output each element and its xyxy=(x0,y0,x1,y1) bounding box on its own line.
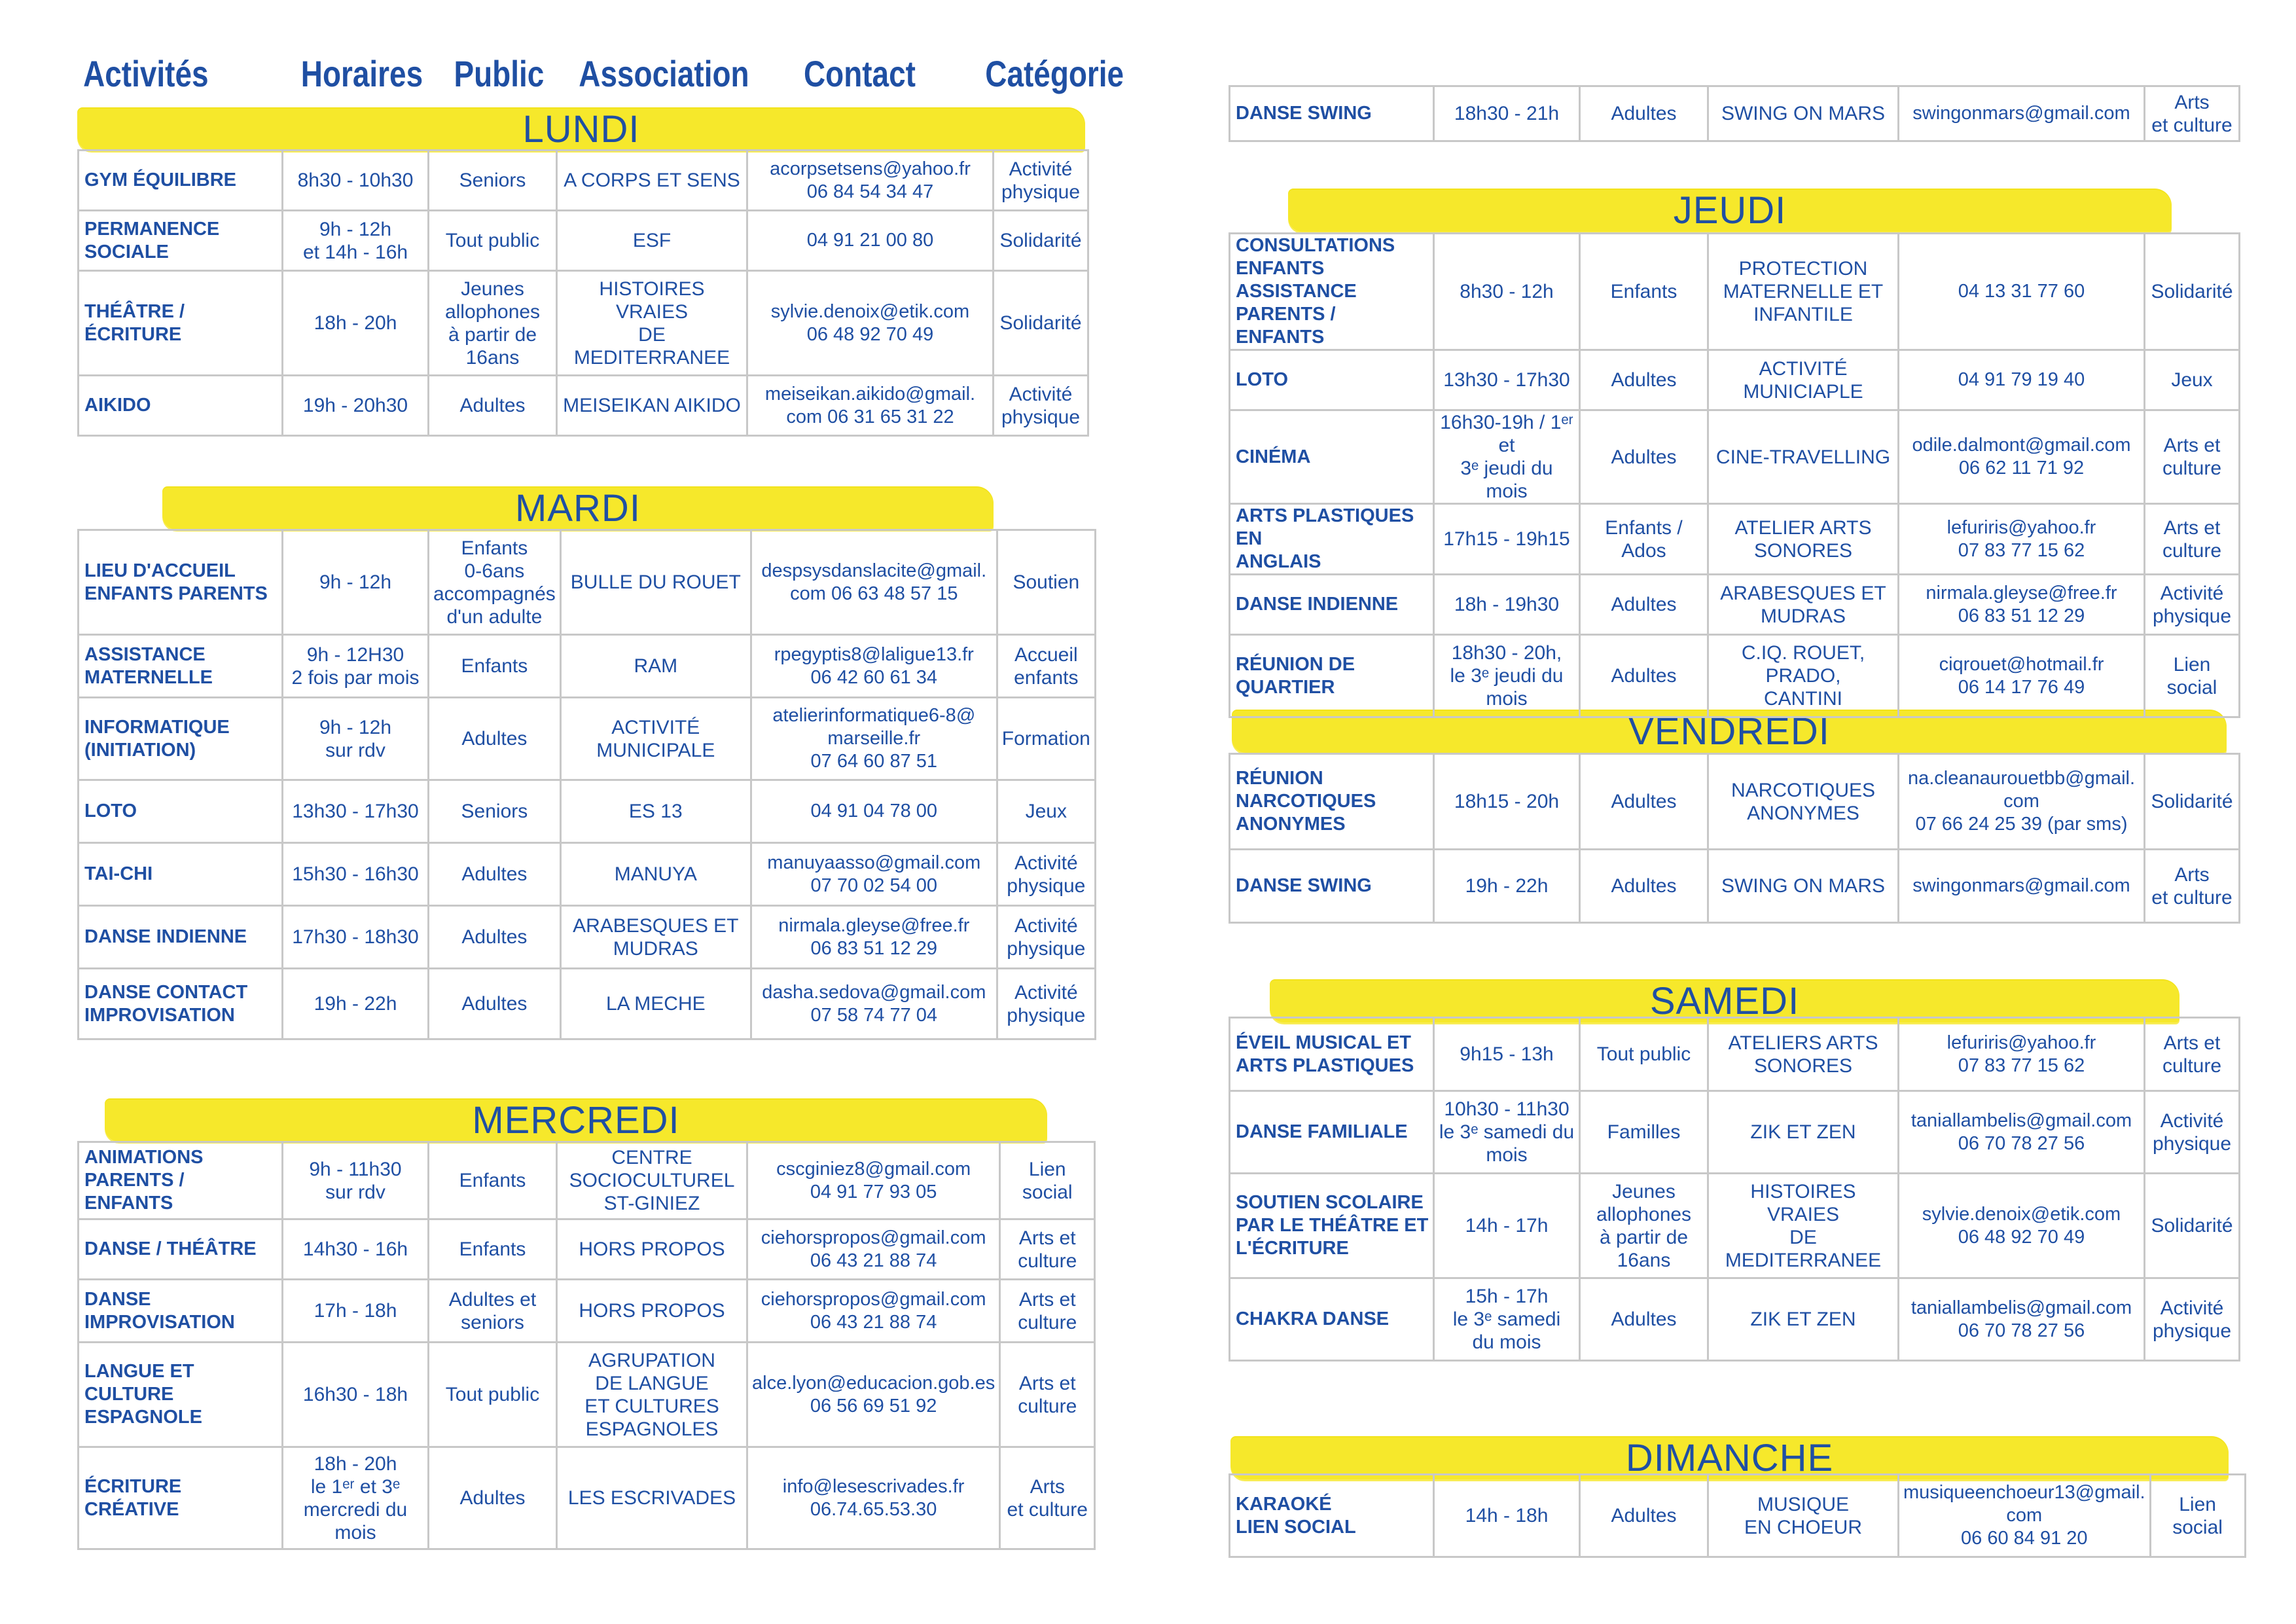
public-cell: Adultes xyxy=(429,698,561,780)
hours-cell: 13h30 - 17h30 xyxy=(1434,350,1580,410)
header-contact: Contact xyxy=(804,53,916,94)
table-row xyxy=(79,271,1088,376)
hours-cell: 9h - 12h xyxy=(283,530,429,635)
activity-cell: TAI-CHI xyxy=(79,843,283,906)
association-cell: LA MECHE xyxy=(560,969,751,1039)
table-row xyxy=(1230,575,2240,635)
activity-cell: ARTS PLASTIQUES EN ANGLAIS xyxy=(1230,504,1434,575)
hours-cell: 9h - 12H30 2 fois par mois xyxy=(283,635,429,698)
activity-cell: INFORMATIQUE (INITIATION) xyxy=(79,698,283,780)
association-cell: HORS PROPOS xyxy=(557,1280,747,1343)
hours-cell: 18h30 - 21h xyxy=(1434,86,1580,141)
day-title-mercredi: MERCREDI xyxy=(472,1099,680,1142)
association-cell: ACTIVITÉ MUNICIAPLE xyxy=(1708,350,1899,410)
public-cell: Adultes xyxy=(429,376,557,436)
hours-cell: 18h15 - 20h xyxy=(1434,754,1580,850)
hours-cell: 14h - 17h xyxy=(1434,1174,1580,1278)
activity-cell: DANSE SWING xyxy=(1230,86,1434,141)
table-row xyxy=(1230,234,2240,350)
activity-cell: CONSULTATIONS ENFANTS ASSISTANCE PARENTS / ENFANTS xyxy=(1230,234,1434,350)
table-lundi xyxy=(77,149,1089,437)
association-cell: BULLE DU ROUET xyxy=(560,530,751,635)
public-cell: Adultes xyxy=(429,1447,557,1549)
activity-cell: GYM ÉQUILIBRE xyxy=(79,151,283,211)
hours-cell: 14h - 18h xyxy=(1434,1475,1580,1557)
contact-cell: taniallambelis@gmail.com 06 70 78 27 56 xyxy=(1899,1091,2145,1174)
public-cell: Enfants xyxy=(429,1142,557,1219)
association-cell: CENTRE SOCIOCULTUREL ST-GINIEZ xyxy=(557,1142,747,1219)
category-cell: Solidarité xyxy=(2145,754,2240,850)
category-cell: Arts et culture xyxy=(1000,1343,1095,1447)
association-cell: ARABESQUES ET MUDRAS xyxy=(1708,575,1899,635)
association-cell: C.IQ. ROUET, PRADO, CANTINI xyxy=(1708,635,1899,717)
hours-cell: 9h - 11h30 sur rdv xyxy=(283,1142,429,1219)
public-cell: Adultes xyxy=(429,969,561,1039)
table-row xyxy=(79,151,1088,211)
hours-cell: 8h30 - 10h30 xyxy=(283,151,429,211)
contact-cell: 04 91 04 78 00 xyxy=(751,780,997,843)
category-cell: Activité physique xyxy=(2145,1278,2240,1361)
table-row xyxy=(79,1447,1095,1549)
category-cell: Solidarité xyxy=(994,211,1088,271)
association-cell: PROTECTION MATERNELLE ET INFANTILE xyxy=(1708,234,1899,350)
table-row xyxy=(79,843,1096,906)
public-cell: Adultes xyxy=(1580,575,1708,635)
category-cell: Formation xyxy=(997,698,1095,780)
table-row xyxy=(1230,410,2240,504)
public-cell: Enfants 0-6ans accompagnés d'un adulte xyxy=(429,530,561,635)
hours-cell: 13h30 - 17h30 xyxy=(283,780,429,843)
category-cell: Activité physique xyxy=(997,843,1095,906)
contact-cell: info@lesescrivades.fr 06.74.65.53.30 xyxy=(747,1447,1000,1549)
table-row xyxy=(1230,86,2240,141)
day-title-mardi: MARDI xyxy=(515,487,641,530)
public-cell: Adultes xyxy=(1580,635,1708,717)
contact-cell: 04 13 31 77 60 xyxy=(1899,234,2145,350)
contact-cell: despsysdanslacite@gmail. com 06 63 48 57 15 xyxy=(751,530,997,635)
contact-cell: sylvie.denoix@etik.com 06 48 92 70 49 xyxy=(1899,1174,2145,1278)
contact-cell: taniallambelis@gmail.com 06 70 78 27 56 xyxy=(1899,1278,2145,1361)
category-cell: Lien social xyxy=(2150,1475,2245,1557)
activity-cell: ÉCRITURE CRÉATIVE xyxy=(79,1447,283,1549)
activity-cell: ÉVEIL MUSICAL ET ARTS PLASTIQUES xyxy=(1230,1018,1434,1091)
association-cell: ESF xyxy=(557,211,747,271)
table-row xyxy=(1230,1278,2240,1361)
public-cell: Enfants xyxy=(1580,234,1708,350)
table-mercredi xyxy=(77,1141,1096,1550)
public-cell: Adultes xyxy=(1580,86,1708,141)
activity-cell: DANSE FAMILIALE xyxy=(1230,1091,1434,1174)
hours-cell: 17h - 18h xyxy=(283,1280,429,1343)
activity-cell: CINÉMA xyxy=(1230,410,1434,504)
public-cell: Tout public xyxy=(1580,1018,1708,1091)
contact-cell: atelierinformatique6-8@ marseille.fr 07 64 60 87 51 xyxy=(751,698,997,780)
hours-cell: 16h30-19h / 1ᵉʳ et 3ᵉ jeudi du mois xyxy=(1434,410,1580,504)
category-cell: Arts et culture xyxy=(2145,1018,2240,1091)
hours-cell: 9h15 - 13h xyxy=(1434,1018,1580,1091)
hours-cell: 19h - 22h xyxy=(283,969,429,1039)
day-title-dimanche: DIMANCHE xyxy=(1625,1437,1834,1479)
association-cell: ZIK ET ZEN xyxy=(1708,1091,1899,1174)
hours-cell: 19h - 22h xyxy=(1434,850,1580,923)
association-cell: ATELIERS ARTS SONORES xyxy=(1708,1018,1899,1091)
table-row xyxy=(1230,350,2240,410)
category-cell: Jeux xyxy=(2145,350,2240,410)
association-cell: A CORPS ET SENS xyxy=(557,151,747,211)
hours-cell: 9h - 12h et 14h - 16h xyxy=(283,211,429,271)
activity-cell: PERMANENCE SOCIALE xyxy=(79,211,283,271)
table-row xyxy=(1230,504,2240,575)
category-cell: Arts et culture xyxy=(2145,86,2240,141)
public-cell: Jeunes allophones à partir de 16ans xyxy=(429,271,557,376)
contact-cell: ciqrouet@hotmail.fr 06 14 17 76 49 xyxy=(1899,635,2145,717)
activity-cell: DANSE IMPROVISATION xyxy=(79,1280,283,1343)
association-cell: NARCOTIQUES ANONYMES xyxy=(1708,754,1899,850)
contact-cell: ciehorspropos@gmail.com 06 43 21 88 74 xyxy=(747,1280,1000,1343)
table-row xyxy=(1230,1018,2240,1091)
hours-cell: 15h - 17h le 3ᵉ samedi du mois xyxy=(1434,1278,1580,1361)
table-row xyxy=(1230,754,2240,850)
category-cell: Activité physique xyxy=(997,906,1095,969)
contact-cell: swingonmars@gmail.com xyxy=(1899,86,2145,141)
table-row xyxy=(79,1343,1095,1447)
hours-cell: 8h30 - 12h xyxy=(1434,234,1580,350)
table-dimanche xyxy=(1229,1473,2246,1558)
contact-cell: rpegyptis8@laligue13.fr 06 42 60 61 34 xyxy=(751,635,997,698)
contact-cell: cscginiez8@gmail.com 04 91 77 93 05 xyxy=(747,1142,1000,1219)
category-cell: Solidarité xyxy=(994,271,1088,376)
table-row xyxy=(79,530,1096,635)
category-cell: Solidarité xyxy=(2145,234,2240,350)
contact-cell: nirmala.gleyse@free.fr 06 83 51 12 29 xyxy=(1899,575,2145,635)
activity-cell: LOTO xyxy=(79,780,283,843)
public-cell: Tout public xyxy=(429,1343,557,1447)
hours-cell: 18h - 20h xyxy=(283,271,429,376)
category-cell: Accueil enfants xyxy=(997,635,1095,698)
category-cell: Arts et culture xyxy=(1000,1280,1095,1343)
category-cell: Activité physique xyxy=(994,376,1088,436)
association-cell: ZIK ET ZEN xyxy=(1708,1278,1899,1361)
hours-cell: 18h30 - 20h, le 3ᵉ jeudi du mois xyxy=(1434,635,1580,717)
public-cell: Tout public xyxy=(429,211,557,271)
activity-cell: LOTO xyxy=(1230,350,1434,410)
table-samedi xyxy=(1229,1017,2240,1362)
hours-cell: 18h - 20h le 1ᵉʳ et 3ᵉ mercredi du mois xyxy=(283,1447,429,1549)
category-cell: Arts et culture xyxy=(1000,1447,1095,1549)
public-cell: Adultes xyxy=(1580,350,1708,410)
hours-cell: 17h15 - 19h15 xyxy=(1434,504,1580,575)
public-cell: Enfants xyxy=(429,1219,557,1280)
activity-cell: THÉÂTRE / ÉCRITURE xyxy=(79,271,283,376)
table-row xyxy=(79,780,1096,843)
header-categorie: Catégorie xyxy=(985,53,1124,94)
header-horaires: Horaires xyxy=(300,53,423,94)
hours-cell: 18h - 19h30 xyxy=(1434,575,1580,635)
table-row xyxy=(79,698,1096,780)
table-vendredi xyxy=(1229,753,2240,924)
association-cell: SWING ON MARS xyxy=(1708,850,1899,923)
table-row xyxy=(1230,1091,2240,1174)
hours-cell: 16h30 - 18h xyxy=(283,1343,429,1447)
category-cell: Arts et culture xyxy=(2145,504,2240,575)
table-row xyxy=(79,906,1096,969)
hours-cell: 9h - 12h sur rdv xyxy=(283,698,429,780)
public-cell: Adultes xyxy=(1580,1475,1708,1557)
public-cell: Adultes xyxy=(1580,410,1708,504)
association-cell: HISTOIRES VRAIES DE MEDITERRANEE xyxy=(557,271,747,376)
table-mardi xyxy=(77,529,1096,1040)
activity-cell: ANIMATIONS PARENTS / ENFANTS xyxy=(79,1142,283,1219)
association-cell: SWING ON MARS xyxy=(1708,86,1899,141)
activity-cell: LANGUE ET CULTURE ESPAGNOLE xyxy=(79,1343,283,1447)
association-cell: ES 13 xyxy=(560,780,751,843)
association-cell: HORS PROPOS xyxy=(557,1219,747,1280)
category-cell: Soutien xyxy=(997,530,1095,635)
hours-cell: 19h - 20h30 xyxy=(283,376,429,436)
activity-cell: ASSISTANCE MATERNELLE xyxy=(79,635,283,698)
association-cell: HISTOIRES VRAIES DE MEDITERRANEE xyxy=(1708,1174,1899,1278)
table-row xyxy=(79,1280,1095,1343)
day-title-vendredi: VENDREDI xyxy=(1628,710,1830,753)
contact-cell: 04 91 79 19 40 xyxy=(1899,350,2145,410)
activity-cell: AIKIDO xyxy=(79,376,283,436)
activity-cell: DANSE INDIENNE xyxy=(1230,575,1434,635)
activity-cell: RÉUNION DE QUARTIER xyxy=(1230,635,1434,717)
header-public: Public xyxy=(454,53,545,94)
contact-cell: lefuriris@yahoo.fr 07 83 77 15 62 xyxy=(1899,1018,2145,1091)
activity-cell: DANSE / THÉÂTRE xyxy=(79,1219,283,1280)
category-cell: Activité physique xyxy=(997,969,1095,1039)
activity-cell: CHAKRA DANSE xyxy=(1230,1278,1434,1361)
contact-cell: sylvie.denoix@etik.com 06 48 92 70 49 xyxy=(747,271,994,376)
hours-cell: 17h30 - 18h30 xyxy=(283,906,429,969)
header-activites: Activités xyxy=(83,53,209,94)
contact-cell: acorpsetsens@yahoo.fr 06 84 54 34 47 xyxy=(747,151,994,211)
contact-cell: lefuriris@yahoo.fr 07 83 77 15 62 xyxy=(1899,504,2145,575)
day-title-samedi: SAMEDI xyxy=(1649,980,1800,1022)
public-cell: Adultes xyxy=(1580,1278,1708,1361)
contact-cell: manuyaasso@gmail.com 07 70 02 54 00 xyxy=(751,843,997,906)
public-cell: Adultes xyxy=(429,906,561,969)
contact-cell: alce.lyon@educacion.gob.es 06 56 69 51 92 xyxy=(747,1343,1000,1447)
day-title-jeudi: JEUDI xyxy=(1673,189,1787,232)
category-cell: Lien social xyxy=(1000,1142,1095,1219)
public-cell: Familles xyxy=(1580,1091,1708,1174)
table-jeudi xyxy=(1229,232,2240,718)
hours-cell: 15h30 - 16h30 xyxy=(283,843,429,906)
contact-cell: swingonmars@gmail.com xyxy=(1899,850,2145,923)
category-cell: Lien social xyxy=(2145,635,2240,717)
table-row xyxy=(79,1219,1095,1280)
association-cell: ATELIER ARTS SONORES xyxy=(1708,504,1899,575)
header-association: Association xyxy=(579,53,749,94)
category-cell: Arts et culture xyxy=(2145,850,2240,923)
public-cell: Adultes xyxy=(1580,850,1708,923)
association-cell: MANUYA xyxy=(560,843,751,906)
category-cell: Activité physique xyxy=(2145,575,2240,635)
association-cell: AGRUPATION DE LANGUE ET CULTURES ESPAGNOLES xyxy=(557,1343,747,1447)
contact-cell: odile.dalmont@gmail.com 06 62 11 71 92 xyxy=(1899,410,2145,504)
public-cell: Enfants xyxy=(429,635,561,698)
contact-cell: musiqueenchoeur13@gmail. com 06 60 84 91 20 xyxy=(1899,1475,2151,1557)
activity-cell: LIEU D'ACCUEIL ENFANTS PARENTS xyxy=(79,530,283,635)
table-row xyxy=(79,969,1096,1039)
category-cell: Arts et culture xyxy=(1000,1219,1095,1280)
association-cell: CINE-TRAVELLING xyxy=(1708,410,1899,504)
table-mercredi-suite xyxy=(1229,85,2240,142)
category-cell: Solidarité xyxy=(2145,1174,2240,1278)
contact-cell: na.cleanaurouetbb@gmail. com 07 66 24 25 39 (par sms) xyxy=(1899,754,2145,850)
contact-cell: dasha.sedova@gmail.com 07 58 74 77 04 xyxy=(751,969,997,1039)
activity-cell: SOUTIEN SCOLAIRE PAR LE THÉÂTRE ET L'ÉCRITURE xyxy=(1230,1174,1434,1278)
category-cell: Activité physique xyxy=(2145,1091,2240,1174)
table-row xyxy=(79,635,1096,698)
category-cell: Jeux xyxy=(997,780,1095,843)
activity-cell: DANSE INDIENNE xyxy=(79,906,283,969)
activity-cell: RÉUNION NARCOTIQUES ANONYMES xyxy=(1230,754,1434,850)
association-cell: ACTIVITÉ MUNICIPALE xyxy=(560,698,751,780)
public-cell: Enfants / Ados xyxy=(1580,504,1708,575)
hours-cell: 14h30 - 16h xyxy=(283,1219,429,1280)
public-cell: Adultes et seniors xyxy=(429,1280,557,1343)
activity-cell: DANSE SWING xyxy=(1230,850,1434,923)
activity-cell: KARAOKÉ LIEN SOCIAL xyxy=(1230,1475,1434,1557)
table-row xyxy=(1230,1475,2246,1557)
table-row xyxy=(1230,1174,2240,1278)
table-row xyxy=(1230,850,2240,923)
category-cell: Activité physique xyxy=(994,151,1088,211)
day-title-lundi: LUNDI xyxy=(522,108,640,151)
association-cell: MEISEIKAN AIKIDO xyxy=(557,376,747,436)
public-cell: Seniors xyxy=(429,780,561,843)
table-row xyxy=(79,1142,1095,1219)
public-cell: Adultes xyxy=(1580,754,1708,850)
public-cell: Seniors xyxy=(429,151,557,211)
hours-cell: 10h30 - 11h30 le 3ᵉ samedi du mois xyxy=(1434,1091,1580,1174)
category-cell: Arts et culture xyxy=(2145,410,2240,504)
association-cell: MUSIQUE EN CHOEUR xyxy=(1708,1475,1899,1557)
contact-cell: 04 91 21 00 80 xyxy=(747,211,994,271)
contact-cell: ciehorspropos@gmail.com 06 43 21 88 74 xyxy=(747,1219,1000,1280)
table-row xyxy=(79,211,1088,271)
table-row xyxy=(1230,635,2240,717)
public-cell: Adultes xyxy=(429,843,561,906)
contact-cell: meiseikan.aikido@gmail. com 06 31 65 31 22 xyxy=(747,376,994,436)
activity-cell: DANSE CONTACT IMPROVISATION xyxy=(79,969,283,1039)
public-cell: Jeunes allophones à partir de 16ans xyxy=(1580,1174,1708,1278)
association-cell: LES ESCRIVADES xyxy=(557,1447,747,1549)
association-cell: RAM xyxy=(560,635,751,698)
table-row xyxy=(79,376,1088,436)
association-cell: ARABESQUES ET MUDRAS xyxy=(560,906,751,969)
contact-cell: nirmala.gleyse@free.fr 06 83 51 12 29 xyxy=(751,906,997,969)
